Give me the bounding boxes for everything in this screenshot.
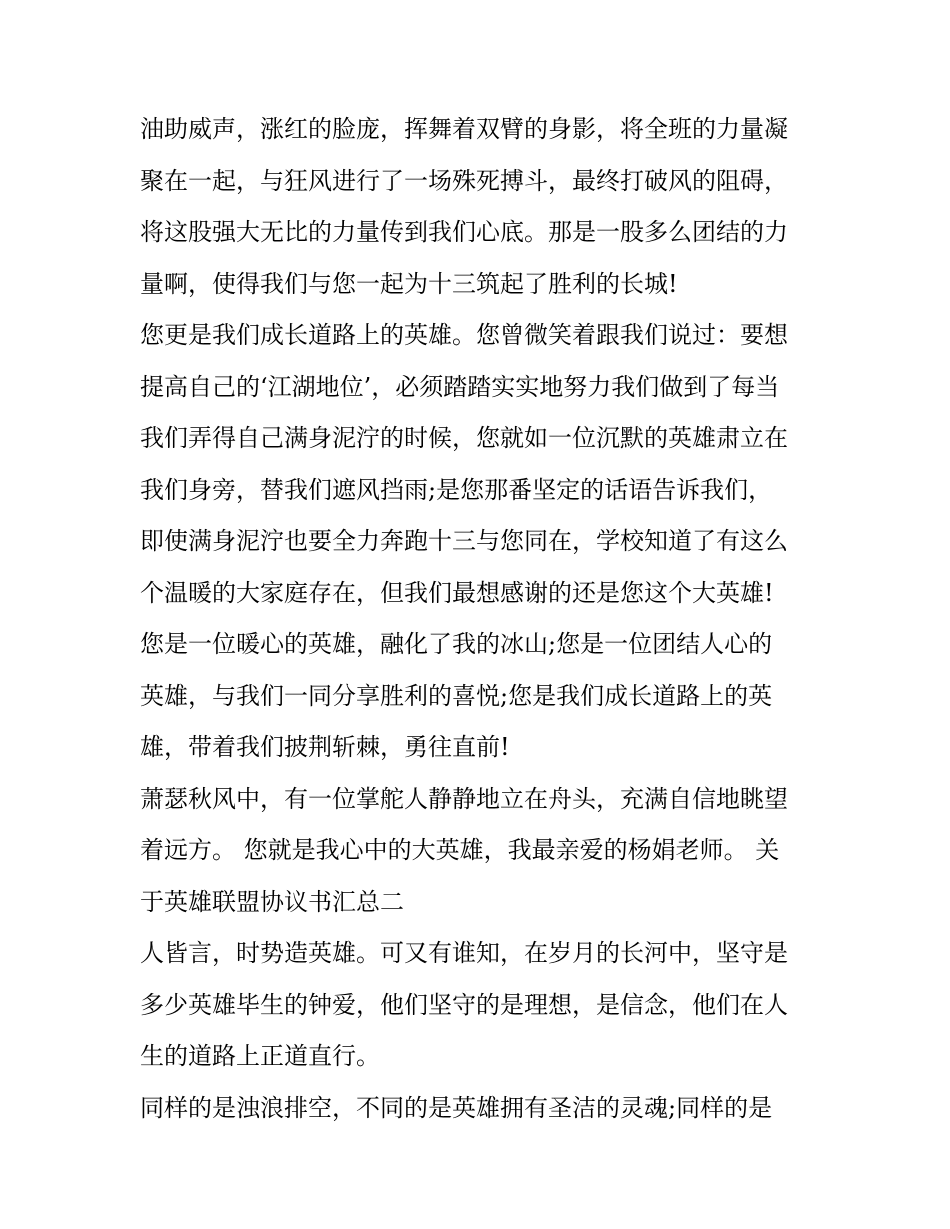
document-text-body [140, 104, 820, 1134]
text-line: 于英雄联盟协议书汇总二 [140, 887, 404, 916]
text-line: 您更是我们成长道路上的英雄。您曾微笑着跟我们说过：要想 [140, 321, 788, 349]
text-line: 我们身旁，替我们遮风挡雨;是您那番坚定的话语告诉我们， [140, 475, 773, 504]
text-line: 英雄，与我们一同分享胜利的喜悦;您是我们成长道路上的英 [140, 681, 773, 710]
text-line: 聚在一起，与狂风进行了一场殊死搏斗，最终打破风的阻碍， [140, 166, 788, 195]
text-line: 着远方。 您就是我心中的大英雄，我最亲爱的杨娟老师。 关 [140, 836, 780, 864]
text-line: 我们弄得自己满身泥泞的时候，您就如一位沉默的英雄肃立在 [140, 424, 788, 452]
text-line: 生的道路上正道直行。 [140, 1042, 380, 1070]
text-line: 即使满身泥泞也要全力奔跑十三与您同在，学校知道了有这么 [140, 527, 788, 555]
text-line: 您是一位暖心的英雄，融化了我的冰山;您是一位团结人心的 [140, 630, 773, 658]
text-line: 量啊，使得我们与您一起为十三筑起了胜利的长城! [140, 269, 678, 298]
text-line: 个温暖的大家庭存在，但我们最想感谢的还是您这个大英雄! [140, 578, 774, 607]
text-line: 萧瑟秋风中，有一位掌舵人静静地立在舟头，充满自信地眺望 [140, 784, 788, 813]
text-line: 同样的是浊浪排空，不同的是英雄拥有圣洁的灵魂;同样的是 [140, 1093, 773, 1122]
text-line: 提高自己的‘江湖地位’，必须踏踏实实地努力我们做到了每当 [140, 372, 780, 401]
text-line: 雄，带着我们披荆斩棘，勇往直前! [140, 733, 510, 761]
text-line: 人皆言，时势造英雄。可又有谁知，在岁月的长河中，坚守是 [140, 939, 788, 967]
text-line: 将这股强大无比的力量传到我们心底。那是一股多么团结的力 [140, 218, 788, 246]
text-line: 多少英雄毕生的钟爱，他们坚守的是理想，是信念，他们在人 [140, 990, 788, 1019]
text-line: 油助威声，涨红的脸庞，挥舞着双臂的身影，将全班的力量凝 [140, 115, 788, 143]
